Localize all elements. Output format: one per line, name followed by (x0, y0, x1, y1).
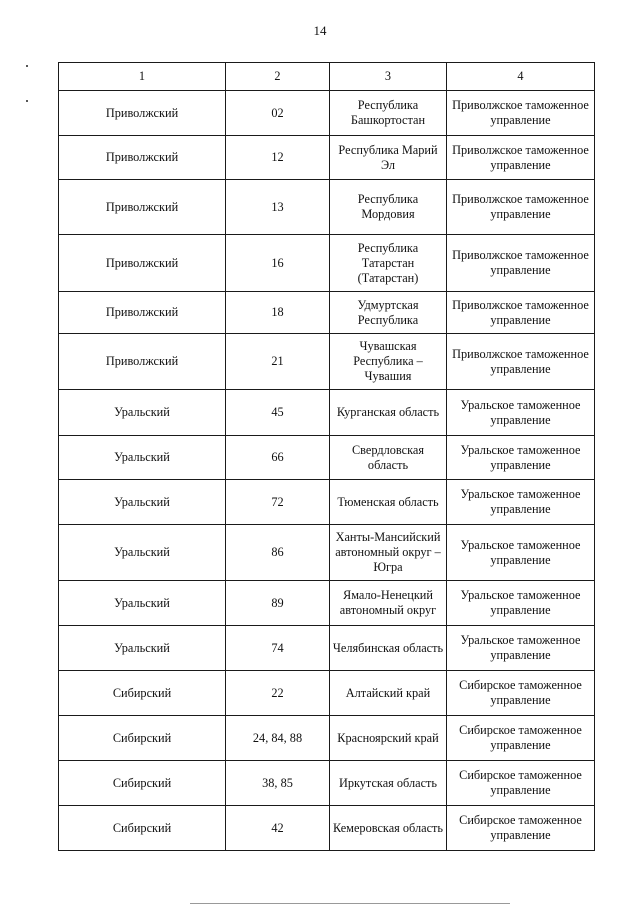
code-cell: 02 (226, 91, 330, 136)
table-row (59, 626, 595, 671)
table-row (59, 390, 595, 436)
column-header: 2 (226, 63, 330, 91)
district-cell: Сибирский (59, 761, 226, 806)
customs-cell: Сибирское таможенное управление (447, 761, 595, 806)
table-row (59, 480, 595, 525)
customs-cell: Уральское таможенное управление (447, 480, 595, 525)
code-cell: 74 (226, 626, 330, 671)
customs-cell: Приволжское таможенное управление (447, 334, 595, 390)
code-cell: 86 (226, 525, 330, 581)
table-row (59, 716, 595, 761)
table-row (59, 334, 595, 390)
table-row (59, 806, 595, 851)
district-cell: Приволжский (59, 136, 226, 180)
district-cell: Приволжский (59, 180, 226, 235)
district-cell: Приволжский (59, 91, 226, 136)
district-cell: Уральский (59, 480, 226, 525)
customs-cell: Сибирское таможенное управление (447, 716, 595, 761)
region-cell: Республика Башкортостан (330, 91, 447, 136)
customs-cell: Сибирское таможенное управление (447, 671, 595, 716)
region-cell: Удмуртская Республика (330, 292, 447, 334)
district-cell: Сибирский (59, 716, 226, 761)
region-cell: Чувашская Республика – Чувашия (330, 334, 447, 390)
region-cell: Ханты-Мансийский автономный округ – Югра (330, 525, 447, 581)
customs-cell: Уральское таможенное управление (447, 525, 595, 581)
table-row (59, 761, 595, 806)
code-cell: 24, 84, 88 (226, 716, 330, 761)
column-header: 3 (330, 63, 447, 91)
table-row (59, 671, 595, 716)
region-cell: Республика Марий Эл (330, 136, 447, 180)
customs-cell: Приволжское таможенное управление (447, 292, 595, 334)
customs-table (58, 62, 595, 851)
customs-cell: Приволжское таможенное управление (447, 136, 595, 180)
district-cell: Уральский (59, 525, 226, 581)
district-cell: Уральский (59, 626, 226, 671)
table-row (59, 525, 595, 581)
district-cell: Сибирский (59, 806, 226, 851)
region-cell: Республика Татарстан (Татарстан) (330, 235, 447, 292)
district-cell: Приволжский (59, 334, 226, 390)
code-cell: 12 (226, 136, 330, 180)
region-cell: Свердловская область (330, 436, 447, 480)
scan-speck (26, 100, 28, 102)
customs-cell: Уральское таможенное управление (447, 581, 595, 626)
code-cell: 13 (226, 180, 330, 235)
scan-edge-line (190, 903, 510, 904)
code-cell: 45 (226, 390, 330, 436)
column-header: 4 (447, 63, 595, 91)
table-row (59, 91, 595, 136)
customs-cell: Уральское таможенное управление (447, 436, 595, 480)
code-cell: 16 (226, 235, 330, 292)
code-cell: 18 (226, 292, 330, 334)
region-cell: Ямало-Ненецкий автономный округ (330, 581, 447, 626)
district-cell: Уральский (59, 390, 226, 436)
table-header-row (59, 63, 595, 91)
code-cell: 22 (226, 671, 330, 716)
district-cell: Приволжский (59, 292, 226, 334)
customs-cell: Приволжское таможенное управление (447, 180, 595, 235)
district-cell: Сибирский (59, 671, 226, 716)
page-number: 14 (313, 23, 327, 38)
table-row (59, 581, 595, 626)
table-row (59, 292, 595, 334)
table-row (59, 136, 595, 180)
region-cell: Тюменская область (330, 480, 447, 525)
customs-cell: Уральское таможенное управление (447, 390, 595, 436)
table-row (59, 235, 595, 292)
customs-cell: Уральское таможенное управление (447, 626, 595, 671)
region-cell: Кемеровская область (330, 806, 447, 851)
customs-cell: Сибирское таможенное управление (447, 806, 595, 851)
code-cell: 42 (226, 806, 330, 851)
table-row (59, 180, 595, 235)
region-cell: Алтайский край (330, 671, 447, 716)
district-cell: Приволжский (59, 235, 226, 292)
scan-speck (26, 65, 28, 67)
district-cell: Уральский (59, 436, 226, 480)
region-cell: Красноярский край (330, 716, 447, 761)
district-cell: Уральский (59, 581, 226, 626)
code-cell: 89 (226, 581, 330, 626)
region-cell: Республика Мордовия (330, 180, 447, 235)
region-cell: Курганская область (330, 390, 447, 436)
column-header: 1 (59, 63, 226, 91)
code-cell: 21 (226, 334, 330, 390)
region-cell: Иркутская область (330, 761, 447, 806)
code-cell: 72 (226, 480, 330, 525)
table-row (59, 436, 595, 480)
customs-cell: Приволжское таможенное управление (447, 235, 595, 292)
code-cell: 66 (226, 436, 330, 480)
customs-cell: Приволжское таможенное управление (447, 91, 595, 136)
region-cell: Челябинская область (330, 626, 447, 671)
code-cell: 38, 85 (226, 761, 330, 806)
